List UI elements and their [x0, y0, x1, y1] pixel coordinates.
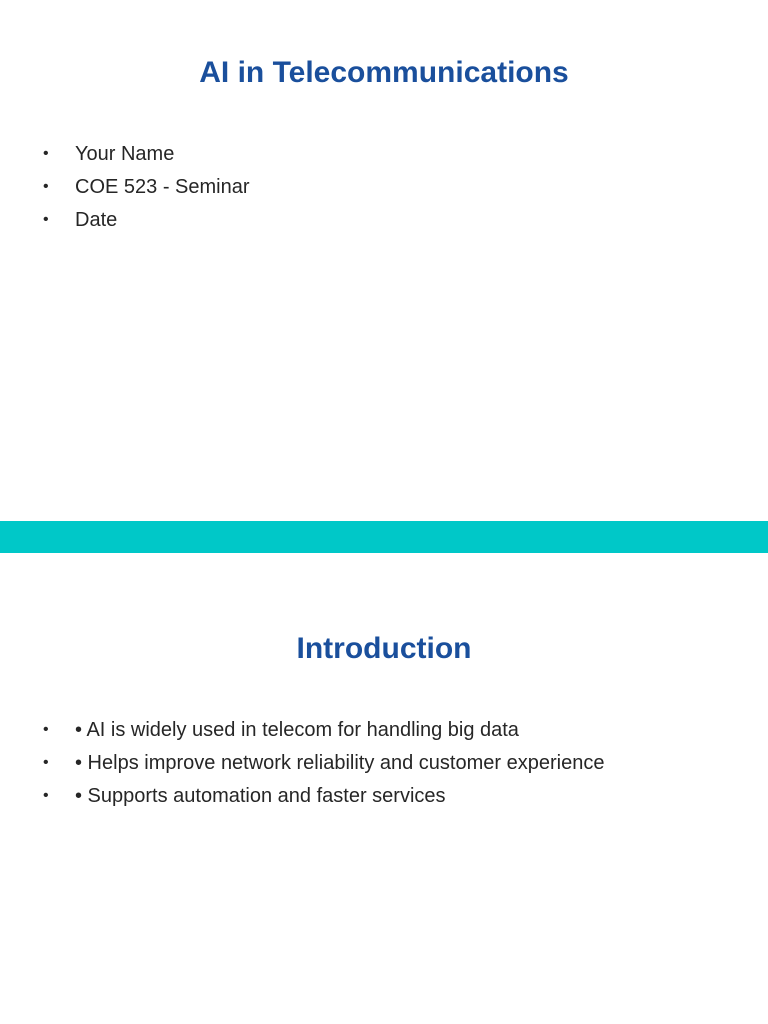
- slide-2: [0, 553, 768, 1024]
- bullet-icon: •: [43, 787, 49, 804]
- list-item: [43, 172, 250, 205]
- slide-title: AI in Telecommunications: [199, 56, 569, 89]
- list-item: [43, 205, 250, 238]
- list-item: [43, 715, 604, 748]
- bullet-icon: •: [43, 145, 49, 162]
- bullet-text: • Helps improve network reliability and customer experience: [75, 752, 605, 774]
- slide-title: Introduction: [296, 632, 472, 665]
- bullet-list: [43, 715, 604, 814]
- list-item: [43, 748, 604, 781]
- slide-divider: [0, 521, 768, 553]
- list-item: [43, 139, 250, 172]
- bullet-text: • Supports automation and faster services: [75, 785, 446, 807]
- bullet-text: Date: [75, 209, 118, 231]
- bullet-icon: •: [43, 178, 49, 195]
- bullet-icon: •: [43, 754, 49, 771]
- list-item: [43, 781, 604, 814]
- bullet-list: [43, 139, 250, 238]
- bullet-text: COE 523 - Seminar: [75, 176, 250, 198]
- bullet-text: Your Name: [75, 143, 175, 165]
- bullet-text: • AI is widely used in telecom for handling big data: [75, 719, 519, 741]
- bullet-icon: •: [43, 721, 49, 738]
- bullet-icon: •: [43, 211, 49, 228]
